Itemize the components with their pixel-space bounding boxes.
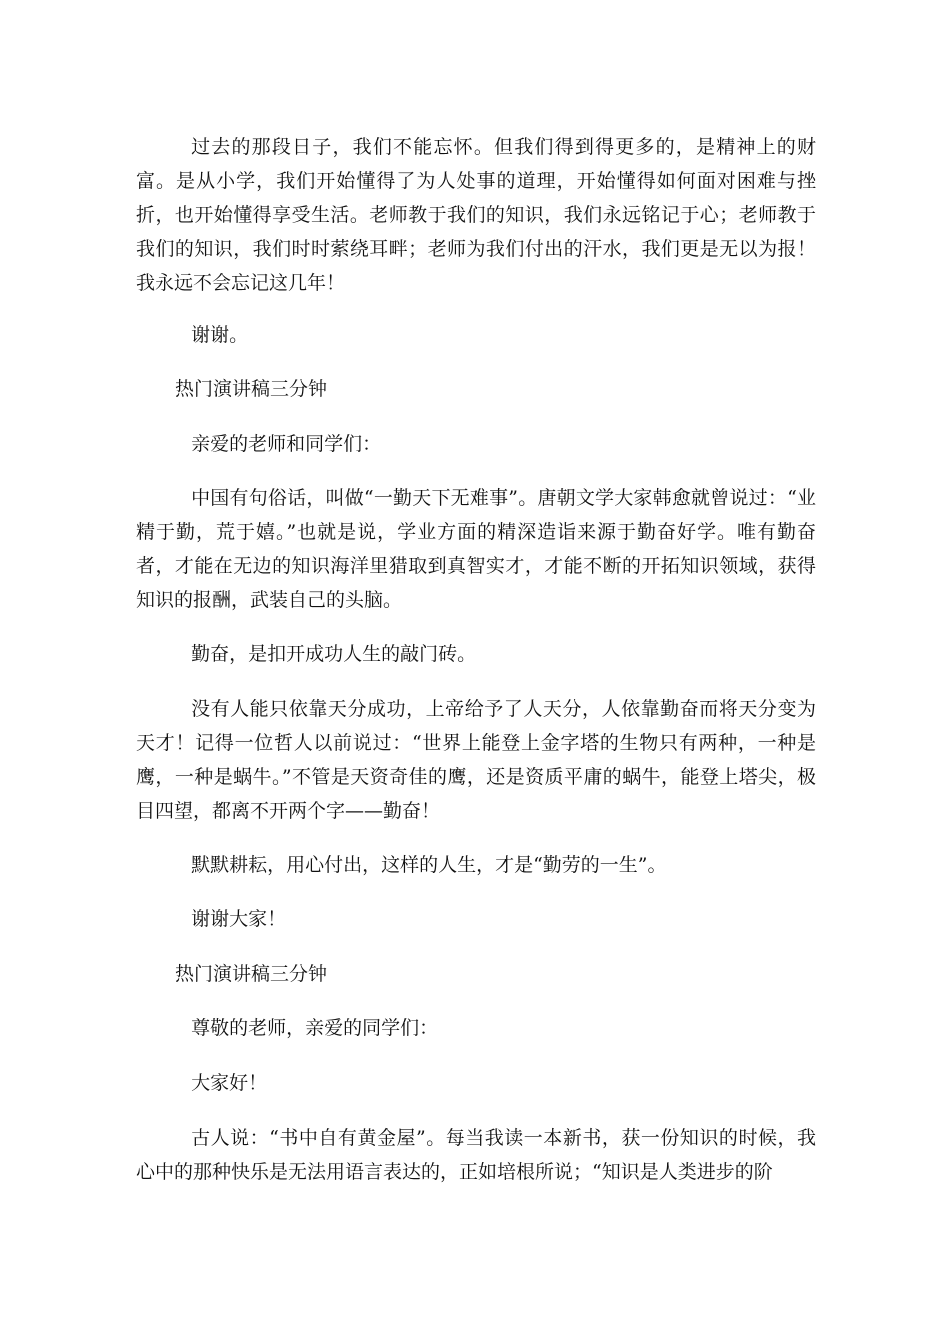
- paragraph-thanks-everyone: 谢谢大家！: [191, 908, 287, 930]
- paragraph-greeting-1: 亲爱的老师和同学们：: [191, 433, 382, 455]
- paragraph-greeting-2: 尊敬的老师，亲爱的同学们：: [191, 1017, 439, 1039]
- paragraph-diligence-brick: 勤奋，是扣开成功人生的敲门砖。: [191, 643, 477, 665]
- paragraph-diligence-proverb: 中国有句俗话，叫做“一勤天下无难事”。唐朝文学大家韩愈就曾说过：“业精于勤，荒于嬉。”也就是说，学业方面的精深造诣来源于勤奋好学。唯有勤奋者，才能在无边的知识海洋里猎取到真智实才，才能不断的开拓知识领域，获得知识的报酬，武装自己的头脑。: [136, 487, 816, 611]
- paragraph-books: 古人说：“书中自有黄金屋”。每当我读一本新书，获一份知识的时候，我心中的那种快乐是无法用语言表达的，正如培根所说；“知识是人类进步的阶: [136, 1127, 816, 1183]
- paragraph-hardworking-life: 默默耕耘，用心付出，这样的人生，才是“勤劳的一生”。: [191, 854, 667, 876]
- paragraph-eagle-snail: 没有人能只依靠天分成功，上帝给予了人天分，人依靠勤奋而将天分变为天才！记得一位哲人以前说过：“世界上能登上金字塔的生物只有两种，一种是鹰，一种是蜗牛。”不管是天资奇佳的鹰，还是资质平庸的蜗牛，能登上塔尖，极目四望，都离不开两个字——勤奋！: [136, 698, 816, 822]
- paragraph-thanks: 谢谢。: [191, 324, 249, 346]
- paragraph-gratitude: 过去的那段日子，我们不能忘怀。但我们得到得更多的，是精神上的财富。是从小学，我们开始懂得了为人处事的道理，开始懂得如何面对困难与挫折，也开始懂得享受生活。老师教于我们的知识，我们永远铭记于心；老师教于我们的知识，我们时时萦绕耳畔；老师为我们付出的汗水，我们更是无以为报！我永远不会忘记这几年！: [136, 136, 816, 294]
- section-heading-2: 热门演讲稿三分钟: [175, 963, 328, 985]
- paragraph-hello: 大家好！: [191, 1072, 268, 1094]
- section-heading-1: 热门演讲稿三分钟: [175, 378, 328, 400]
